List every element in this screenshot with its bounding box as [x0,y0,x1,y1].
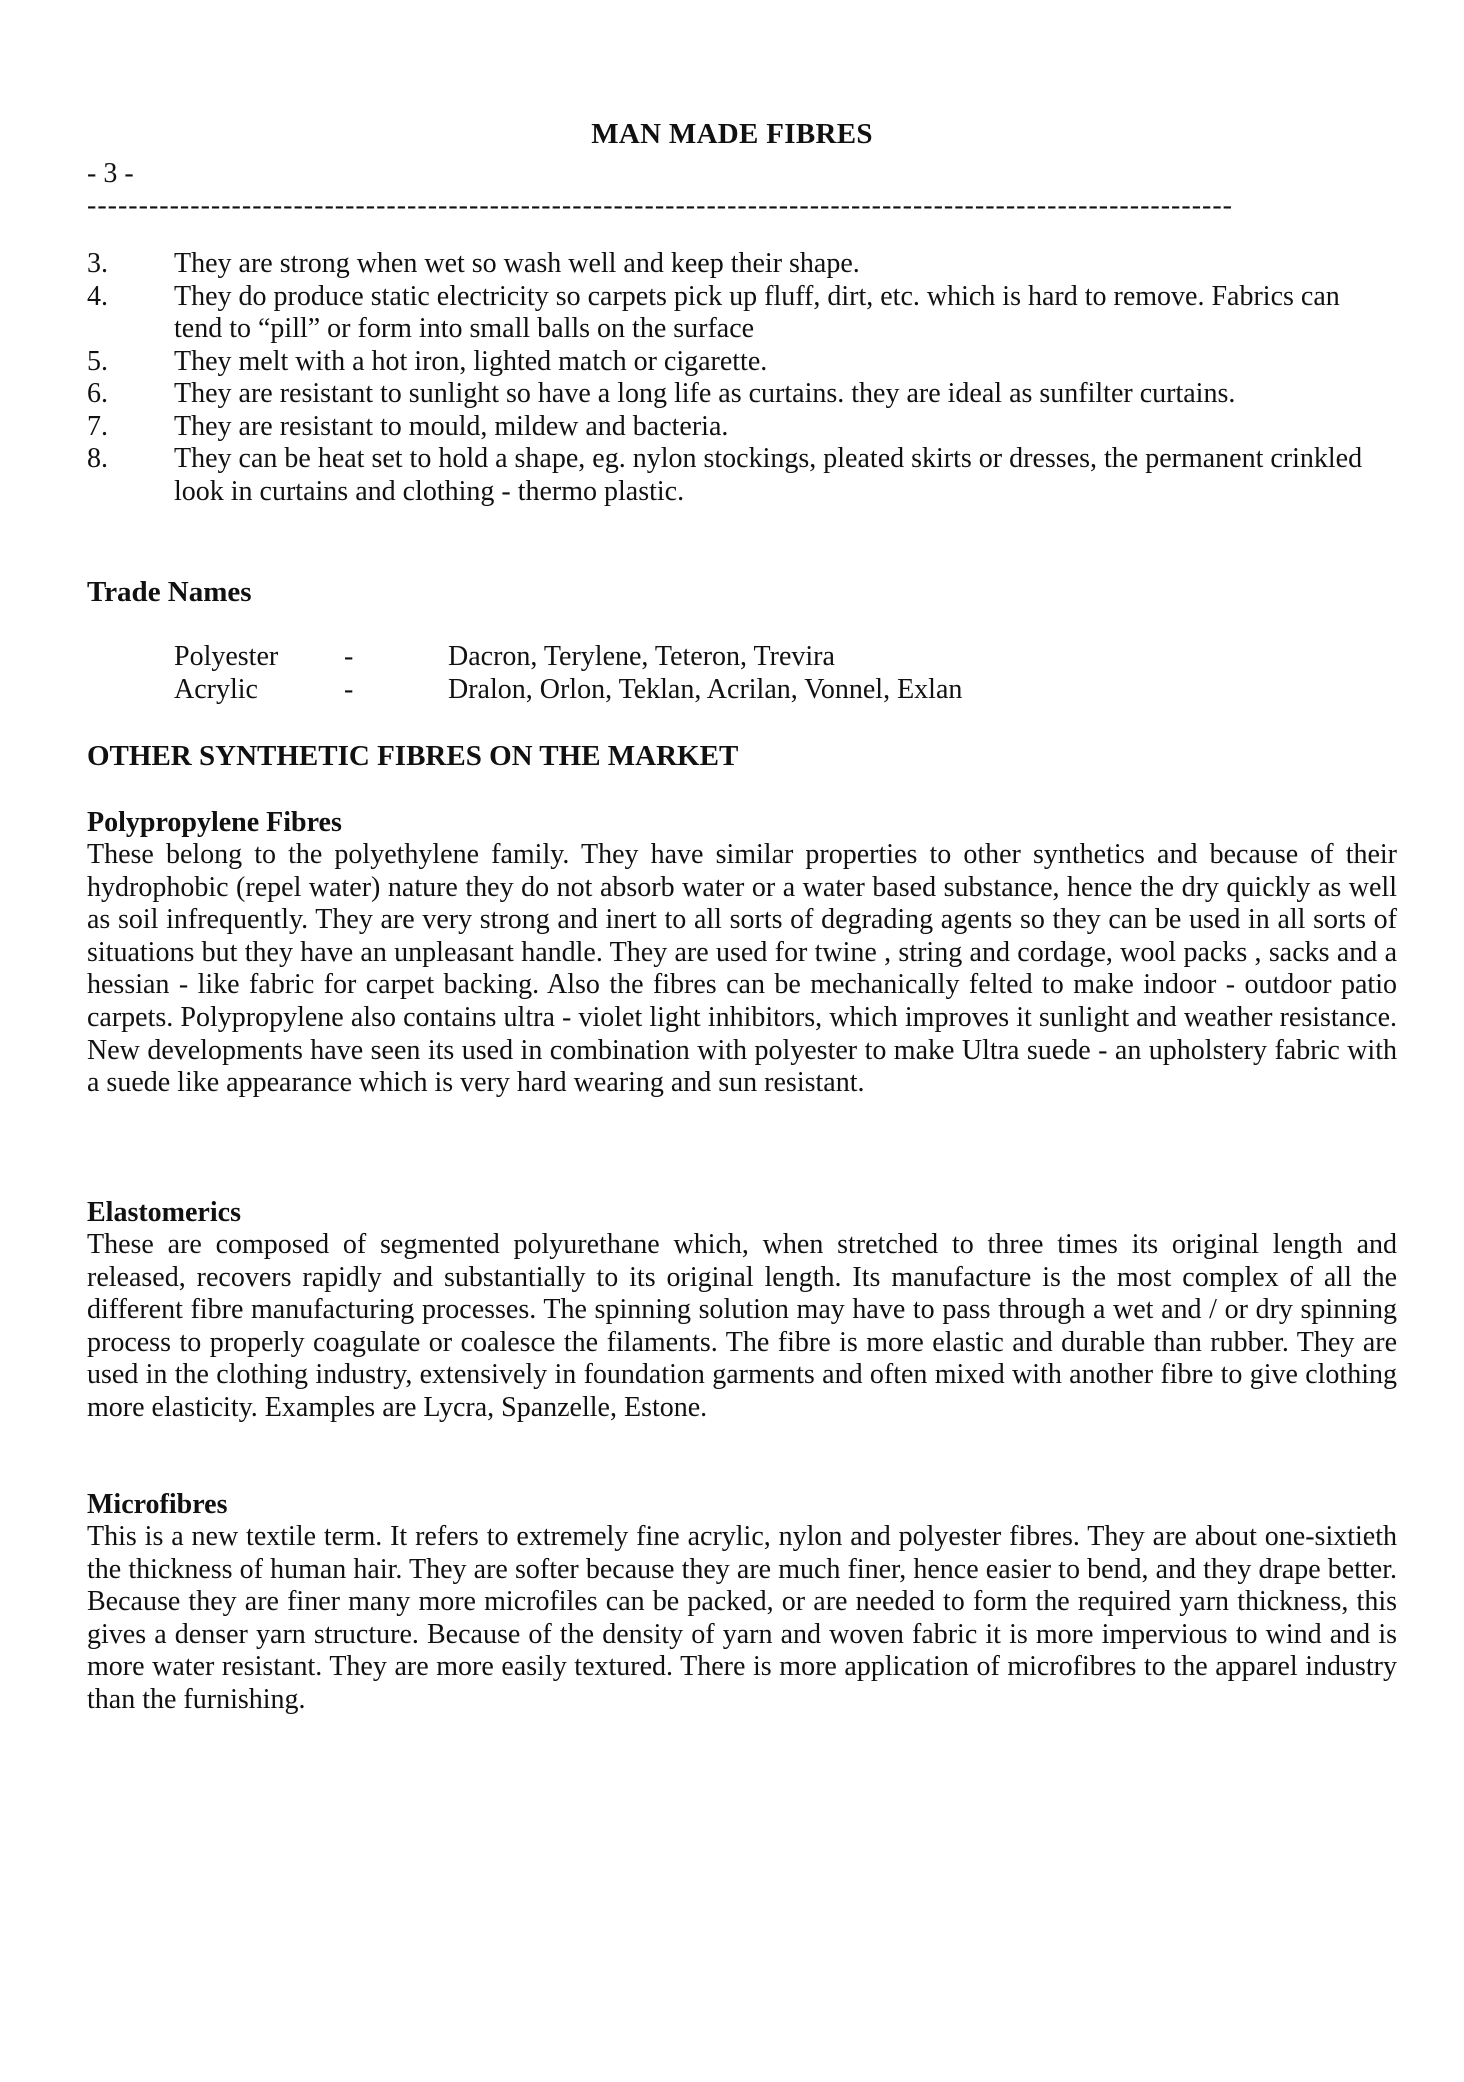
list-text: They are strong when wet so wash well and keep their shape. [174,248,860,279]
brand-names: Dralon, Orlon, Teklan, Acrilan, Vonnel, Exlan [448,674,963,705]
section-body: These are composed of segmented polyurethane which, when stretched to three times its original length and released, recovers rapidly and substantially to its original length. Its manufacture is the most complex of all the different fibre manufacturing processes. The spinning solution may have to pass through a wet and / or dry spinning process to properly coagulate or coalesce the filaments. The fibre is more elastic and durable than rubber. They are used in the clothing industry, extensively in foundation garments and often mixed with another fibre to give clothing more elasticity. Examples are Lycra, Spanzelle, Estone. [87,1229,1397,1423]
dashed-rule: --------------------------------------------------------------------------------------------------------------- [87,190,1233,221]
section-body: These belong to the polyethylene family. They have similar properties to other synthetics and because of their hydrophobic (repel water) nature they do not absorb water or a water based substance, hence the dry quickly as well as soil infrequently. They are very strong and inert to all sorts of degrading agents so they can be used in all sorts of situations but they have an unpleasant handle. They are used for twine , string and cordage, wool packs , sacks and a hessian - like fabric for carpet backing. Also the fibres can be mechanically felted to make indoor - outdoor patio carpets. Polypropylene also contains ultra - violet light inhibitors, which improves it sunlight and weather resistance. New developments have seen its used in combination with polyester to make Ultra suede - an upholstery fabric with a suede like appearance which is very hard wearing and sun resistant. [87,839,1397,1099]
list-number: 5. [87,345,108,377]
dash: - [344,641,354,672]
dash: - [344,674,354,705]
list-number: 4. [87,280,108,312]
other-fibres-heading: OTHER SYNTHETIC FIBRES ON THE MARKET [87,740,739,772]
section-heading: Microfibres [87,1489,228,1520]
list-text: They can be heat set to hold a shape, eg. nylon stockings, pleated skirts or dresses, the permanent crinkled look in curtains and clothing - thermo plastic. [174,443,1363,507]
polypropylene-section [87,806,1397,1100]
list-number: 3. [87,248,108,279]
trade-names-table [174,640,962,706]
trade-names-row [174,673,962,706]
trade-names-heading: Trade Names [87,576,252,608]
brand-names: Dacron, Terylene, Teteron, Trevira [448,641,835,672]
section-heading: Polypropylene Fibres [87,807,342,838]
fibre-name: Acrylic [174,674,258,705]
list-number: 7. [87,410,108,442]
list-item [87,281,1387,346]
page-title: MAN MADE FIBRES [591,118,873,150]
section-heading: Elastomerics [87,1197,241,1228]
section-body: This is a new textile term. It refers to extremely fine acrylic, nylon and polyester fibres. They are about one-sixtieth the thickness of human hair. They are softer because they are much finer, hence easier to bend, and they drape better. Because they are finer many more microfiles can be packed, or are needed to form the required yarn thickness, this gives a denser yarn structure. Because of the density of yarn and woven fabric it is more impervious to wind and is more water resistant. They are more easily textured. There is more application of microfibres to the apparel industry than the furnishing. [87,1521,1397,1715]
list-text: They are resistant to mould, mildew and bacteria. [174,410,729,442]
list-number: 8. [87,443,108,474]
properties-list [87,248,1387,508]
page-number: - 3 - [87,158,134,189]
list-text: They do produce static electricity so carpets pick up fluff, dirt, etc. which is hard to remove. Fabrics can tend to “pill” or form into small balls on the surface [174,280,1340,344]
list-item [87,411,1387,444]
list-item [87,248,1387,281]
list-item [87,378,1387,411]
list-text: They melt with a hot iron, lighted match or cigarette. [174,345,768,377]
list-item [87,346,1387,379]
list-number: 6. [87,378,108,409]
trade-names-row [174,640,962,673]
microfibres-section [87,1488,1397,1717]
fibre-name: Polyester [174,641,279,672]
elastomerics-section [87,1196,1397,1425]
list-text: They are resistant to sunlight so have a long life as curtains. they are ideal as sunfilter curtains. [174,378,1236,409]
list-item [87,443,1387,508]
